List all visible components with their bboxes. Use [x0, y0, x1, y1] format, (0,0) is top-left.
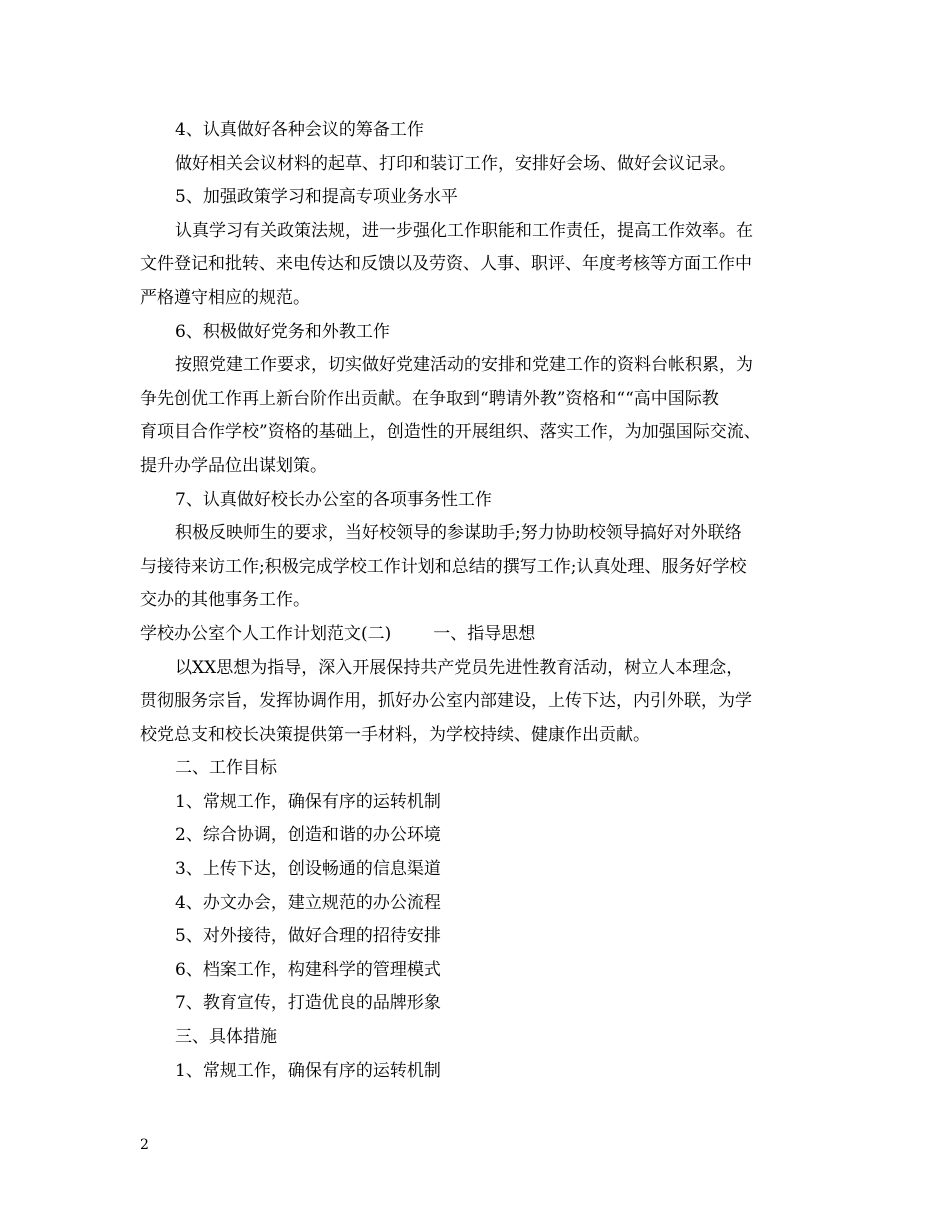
paragraph-line: 与接待来访工作;积极完成学校工作计划和总结的撰写工作;认真处理、服务好学校 [140, 556, 747, 577]
paragraph-line: 提升办学品位出谋划策。 [140, 455, 327, 476]
document-subtitle: 学校办公室个人工作计划范文(二) [140, 623, 392, 644]
paragraph-line: 交办的其他事务工作。 [140, 590, 310, 611]
paragraph-line: 育项目合作学校”资格的基础上，创造性的开展组织、落实工作，为加强国际交流、 [140, 422, 761, 443]
paragraph-line: 做好相关会议材料的起草、打印和装订工作，安排好会场、做好会议记录。 [175, 153, 736, 174]
list-item-heading: 6、积极做好党务和外教工作 [175, 321, 390, 342]
list-item-heading: 5、加强政策学习和提高专项业务水平 [175, 187, 458, 208]
list-item-heading: 4、认真做好各种会议的筹备工作 [175, 120, 424, 140]
document-body [140, 114, 830, 1088]
paragraph-line: 文件登记和批转、来电传达和反馈以及劳资、人事、职评、年度考核等方面工作中 [140, 254, 752, 275]
paragraph-line: 争先创优工作再上新台阶作出贡献。在争取到“聘请外教”资格和““高中国际教 [140, 388, 719, 409]
list-item: 7、教育宣传，打造优良的品牌形象 [175, 993, 441, 1014]
paragraph-line: 校党总支和校长决策提供第一手材料，为学校持续、健康作出贡献。 [140, 724, 650, 745]
paragraph-line: 认真学习有关政策法规，进一步强化工作职能和工作责任，提高工作效率。在 [175, 220, 753, 241]
list-item-heading: 1、常规工作，确保有序的运转机制 [175, 1060, 441, 1081]
list-item: 1、常规工作，确保有序的运转机制 [175, 791, 441, 812]
list-item: 2、综合协调，创造和谐的办公环境 [175, 825, 441, 846]
list-item: 4、办文办会，建立规范的办公流程 [175, 892, 441, 913]
section-heading: 三、具体措施 [175, 1027, 277, 1048]
list-item: 5、对外接待，做好合理的招待安排 [175, 926, 441, 947]
list-item-heading: 7、认真做好校长办公室的各项事务性工作 [175, 489, 492, 510]
section-heading: 二、工作目标 [175, 758, 277, 779]
list-item: 6、档案工作，构建科学的管理模式 [175, 959, 441, 980]
paragraph-line: 以XX思想为指导，深入开展保持共产党员先进性教育活动，树立人本理念， [175, 657, 744, 678]
page-number: 2 [140, 1137, 149, 1153]
paragraph-line: 积极反映师生的要求，当好校领导的参谋助手;努力协助校领导搞好对外联络 [175, 523, 742, 544]
section-heading: 一、指导思想 [433, 623, 536, 644]
paragraph-line: 严格遵守相应的规范。 [140, 287, 310, 308]
section-title-line [140, 618, 830, 652]
paragraph-line: 按照党建工作要求，切实做好党建活动的安排和党建工作的资料台帐积累，为 [175, 355, 753, 376]
paragraph-line: 贯彻服务宗旨，发挥协调作用，抓好办公室内部建设，上传下达，内引外联，为学 [140, 691, 752, 712]
list-item: 3、上传下达，创设畅通的信息渠道 [175, 859, 441, 880]
